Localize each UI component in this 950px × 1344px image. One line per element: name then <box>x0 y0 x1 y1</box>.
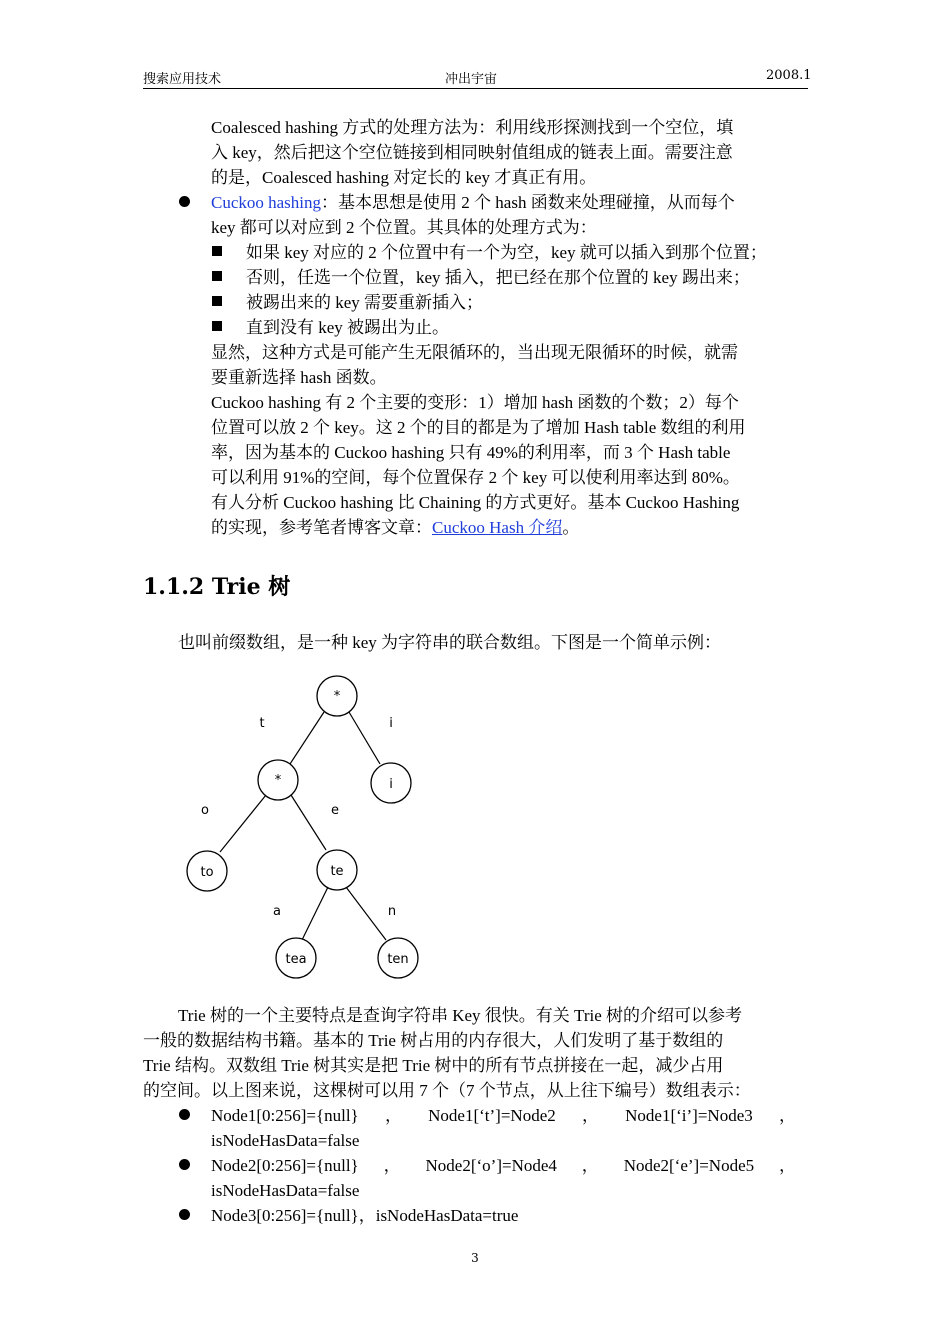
node2-part: Node2[0:256]={null} <box>211 1156 359 1175</box>
edge-te-to-tea <box>302 887 328 940</box>
cuckoo-hash-link[interactable]: Cuckoo Hash 介绍 <box>432 518 563 537</box>
edge-root-to-star <box>290 712 324 764</box>
p1-line-1: 显然，这种方式是可能产生无限循环的，当出现无限循环的时候，就需 <box>211 343 738 362</box>
p2-line-5: 有人分析 Cuckoo hashing 比 Chaining 的方式更好。基本 Cuckoo Hashing <box>211 493 740 512</box>
edge-label: i <box>389 716 393 731</box>
bullet-dot <box>179 1209 190 1220</box>
node1-part: ， <box>581 1106 599 1125</box>
p1-line-2: 要重新选择 hash 函数。 <box>211 368 387 387</box>
header-right: 2008.1 <box>766 68 812 83</box>
edge-label: n <box>387 904 397 919</box>
node2-part: ， <box>779 1156 796 1175</box>
edge-label: a <box>273 904 281 919</box>
node3-line: Node3[0:256]={null}，isNodeHasData=true <box>211 1206 519 1225</box>
cuckoo-line-2: key 都可以对应到 2 个位置。其具体的处理方式为： <box>211 218 597 237</box>
edge-label: e <box>331 803 339 818</box>
p2-last-post: 。 <box>562 518 580 537</box>
bullet-dot <box>179 1159 190 1170</box>
p2-line-2: 位置可以放 2 个 key。这 2 个的目的都是为了增加 Hash table 数组的利用 <box>211 418 746 437</box>
p3-line-1: Trie 树的一个主要特点是查询字符串 Key 很快。有关 Trie 树的介绍可以参考 <box>178 1006 743 1025</box>
coalesced-line-1: Coalesced hashing 方式的处理方法为：利用线形探测找到一个空位，填 <box>211 118 734 137</box>
coalesced-line-3: 的是，Coalesced hashing 对定长的 key 才真正有用。 <box>211 168 597 187</box>
coalesced-line-2: 入 key，然后把这个空位链接到相同映射值组成的链表上面。需要注意 <box>211 143 733 162</box>
bullet-dot <box>179 1109 190 1120</box>
section-title: 1.1.2 Trie 树 <box>143 574 291 600</box>
p2-line-3: 率，因为基本的 Cuckoo hashing 只有 49%的利用率，而 3 个 Hash table <box>211 443 731 462</box>
trie-node-label: tea <box>285 952 307 967</box>
node2-cont: isNodeHasData=false <box>211 1181 360 1200</box>
edge-star-to-to <box>220 795 266 852</box>
trie-node-label: to <box>200 865 214 880</box>
p2-line-4: 可以利用 91%的空间，每个位置保存 2 个 key 可以使利用率达到 80%。 <box>211 468 740 487</box>
square-item-1: 如果 key 对应的 2 个位置中有一个为空，key 就可以插入到那个位置； <box>246 243 767 262</box>
p3-line-2: 一般的数据结构书籍。基本的 Trie 树占用的内存很大，人们发明了基于数组的 <box>143 1031 724 1050</box>
square-item-4: 直到没有 key 被踢出为止。 <box>246 318 450 337</box>
header-left: 搜索应用技术 <box>143 72 222 87</box>
node1-part: Node1[‘i’]=Node3 <box>625 1106 753 1125</box>
trie-node-label: ten <box>387 952 409 967</box>
trie-node-label: * <box>274 773 282 788</box>
node2-line <box>211 1153 796 1178</box>
node2-part: ， <box>383 1156 401 1175</box>
p3-line-3: Trie 结构。双数组 Trie 树其实是把 Trie 树中的所有节点拼接在一起，减少占用 <box>143 1056 724 1075</box>
node2-part: Node2[‘o’]=Node4 <box>425 1156 557 1175</box>
node1-part: ， <box>384 1106 402 1125</box>
trie-node-label: te <box>330 864 344 879</box>
trie-node-label: i <box>389 777 393 792</box>
node1-part: ， <box>778 1106 796 1125</box>
p2-last-pre: 的实现，参考笔者博客文章： <box>211 518 432 537</box>
edge-label: t <box>259 716 265 731</box>
p3-line-4: 的空间。以上图来说，这棵树可以用 7 个（7 个节点，从上往下编号）数组表示： <box>143 1081 751 1100</box>
page-number: 3 <box>471 1251 479 1265</box>
node2-part: Node2[‘e’]=Node5 <box>623 1156 755 1175</box>
node1-part: Node1[0:256]={null} <box>211 1106 359 1125</box>
node1-cont: isNodeHasData=false <box>211 1131 360 1150</box>
edge-root-to-i <box>349 712 380 764</box>
edge-te-to-ten <box>346 887 386 940</box>
square-item-2: 否则，任选一个位置，key 插入，把已经在那个位置的 key 踢出来； <box>246 268 750 287</box>
trie-intro: 也叫前缀数组，是一种 key 为字符串的联合数组。下图是一个简单示例： <box>178 633 722 652</box>
trie-node-label: * <box>333 689 341 704</box>
node1-line <box>211 1103 796 1128</box>
cuckoo-desc: ：基本思想是使用 2 个 hash 函数来处理碰撞，从而每个 <box>321 193 735 212</box>
header-center: 冲出宇宙 <box>445 72 498 87</box>
p2-line-1: Cuckoo hashing 有 2 个主要的变形：1）增加 hash 函数的个数；2）每个 <box>211 393 739 412</box>
edge-star-to-te <box>291 795 326 850</box>
edge-label: o <box>201 803 209 818</box>
square-item-3: 被踢出来的 key 需要重新插入； <box>246 293 484 312</box>
cuckoo-term: Cuckoo hashing <box>211 193 322 212</box>
node2-part: ， <box>581 1156 599 1175</box>
node1-part: Node1[‘t’]=Node2 <box>428 1106 556 1125</box>
